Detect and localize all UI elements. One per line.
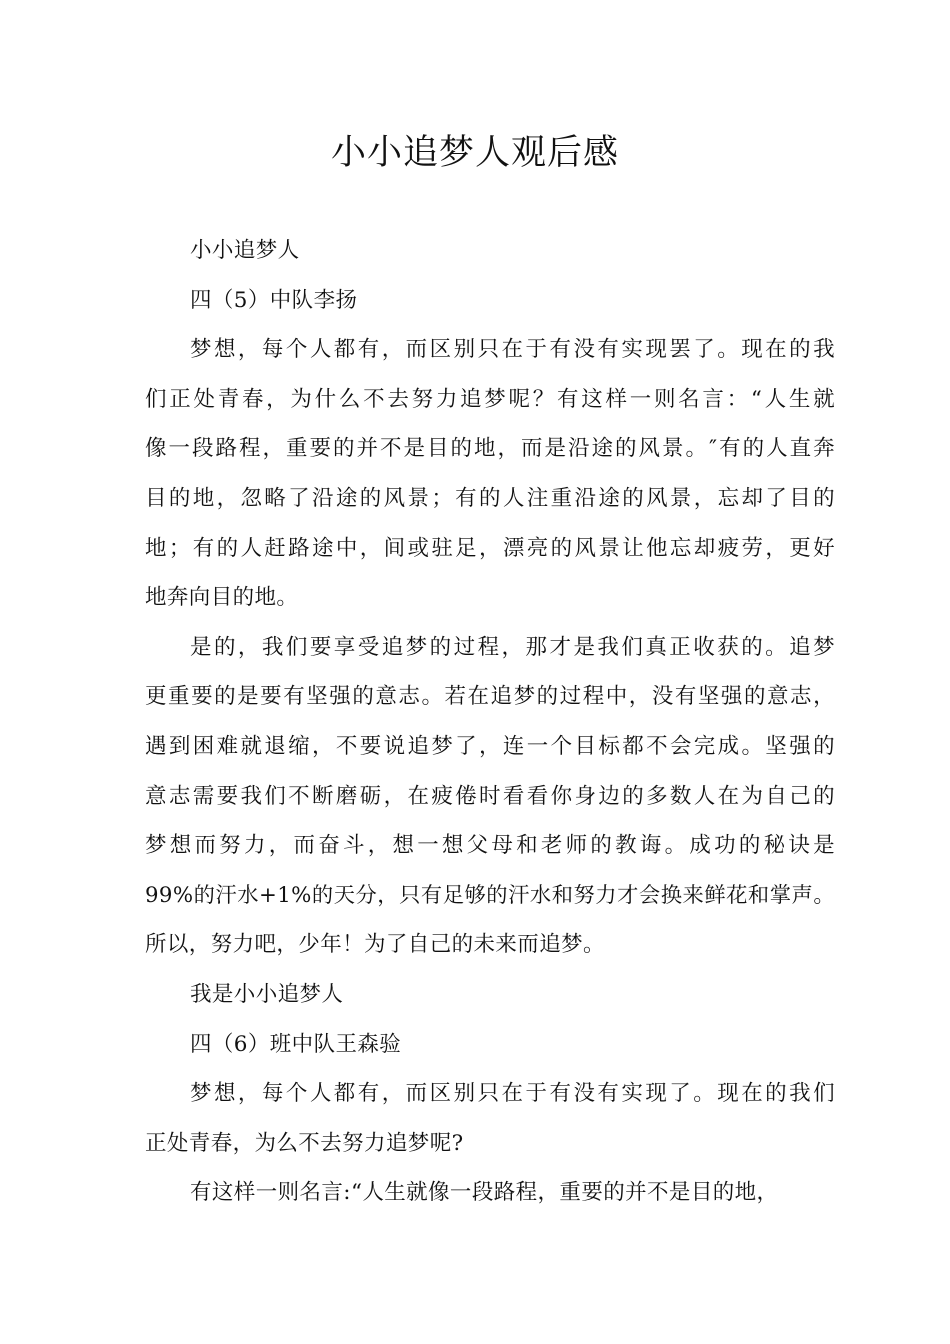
text-line: 目的地，忽略了沿途的风景；有的人注重沿途的风景，忘却了目的 <box>145 485 835 511</box>
document-body <box>145 226 835 1218</box>
text-line: 地奔向目的地。 <box>145 585 299 611</box>
text-line: 梦想，每个人都有，而区别只在于有没有实现了。现在的我们 <box>190 1081 835 1107</box>
text-line: 像一段路程，重要的并不是目的地，而是沿途的风景。″有的人直奔 <box>145 436 835 462</box>
document-title: 小小追梦人观后感 <box>330 133 619 173</box>
text-line: 遇到困难就退缩，不要说追梦了，连一个目标都不会完成。坚强的 <box>145 733 835 759</box>
text-line: 小小追梦人 <box>190 238 300 263</box>
text-line: 四（6）班中队王森验 <box>190 1031 402 1057</box>
text-line: 梦想，每个人都有，而区别只在于有没有实现罢了。现在的我 <box>190 337 835 363</box>
text-line: 四（5）中队李扬 <box>190 287 358 313</box>
text-line: 们正处青春，为什么不去努力追梦呢？有这样一则名言：“人生就 <box>145 386 835 412</box>
text-line: 所以，努力吧，少年！为了自己的未来而追梦。 <box>145 932 605 958</box>
text-line: 更重要的是要有坚强的意志。若在追梦的过程中，没有坚强的意志， <box>145 684 835 710</box>
text-line: 99%的汗水+1%的天分，只有足够的汗水和努力才会换来鲜花和掌声。 <box>145 882 835 908</box>
text-line: 意志需要我们不断磨砺，在疲倦时看看你身边的多数人在为自己的 <box>145 783 835 809</box>
text-line: 梦想而努力，而奋斗，想一想父母和老师的教诲。成功的秘诀是 <box>145 833 835 859</box>
text-line: 我是小小追梦人 <box>190 981 344 1007</box>
text-line: 正处青春，为么不去努力追梦呢? <box>145 1130 464 1156</box>
text-line: 是的，我们要享受追梦的过程，那才是我们真正收获的。追梦 <box>190 634 835 660</box>
text-line: 有这样一则名言:“人生就像一段路程，重要的并不是目的地， <box>190 1180 779 1206</box>
text-line: 地；有的人赶路途中，间或驻足，漂亮的风景让他忘却疲劳，更好 <box>145 535 835 561</box>
